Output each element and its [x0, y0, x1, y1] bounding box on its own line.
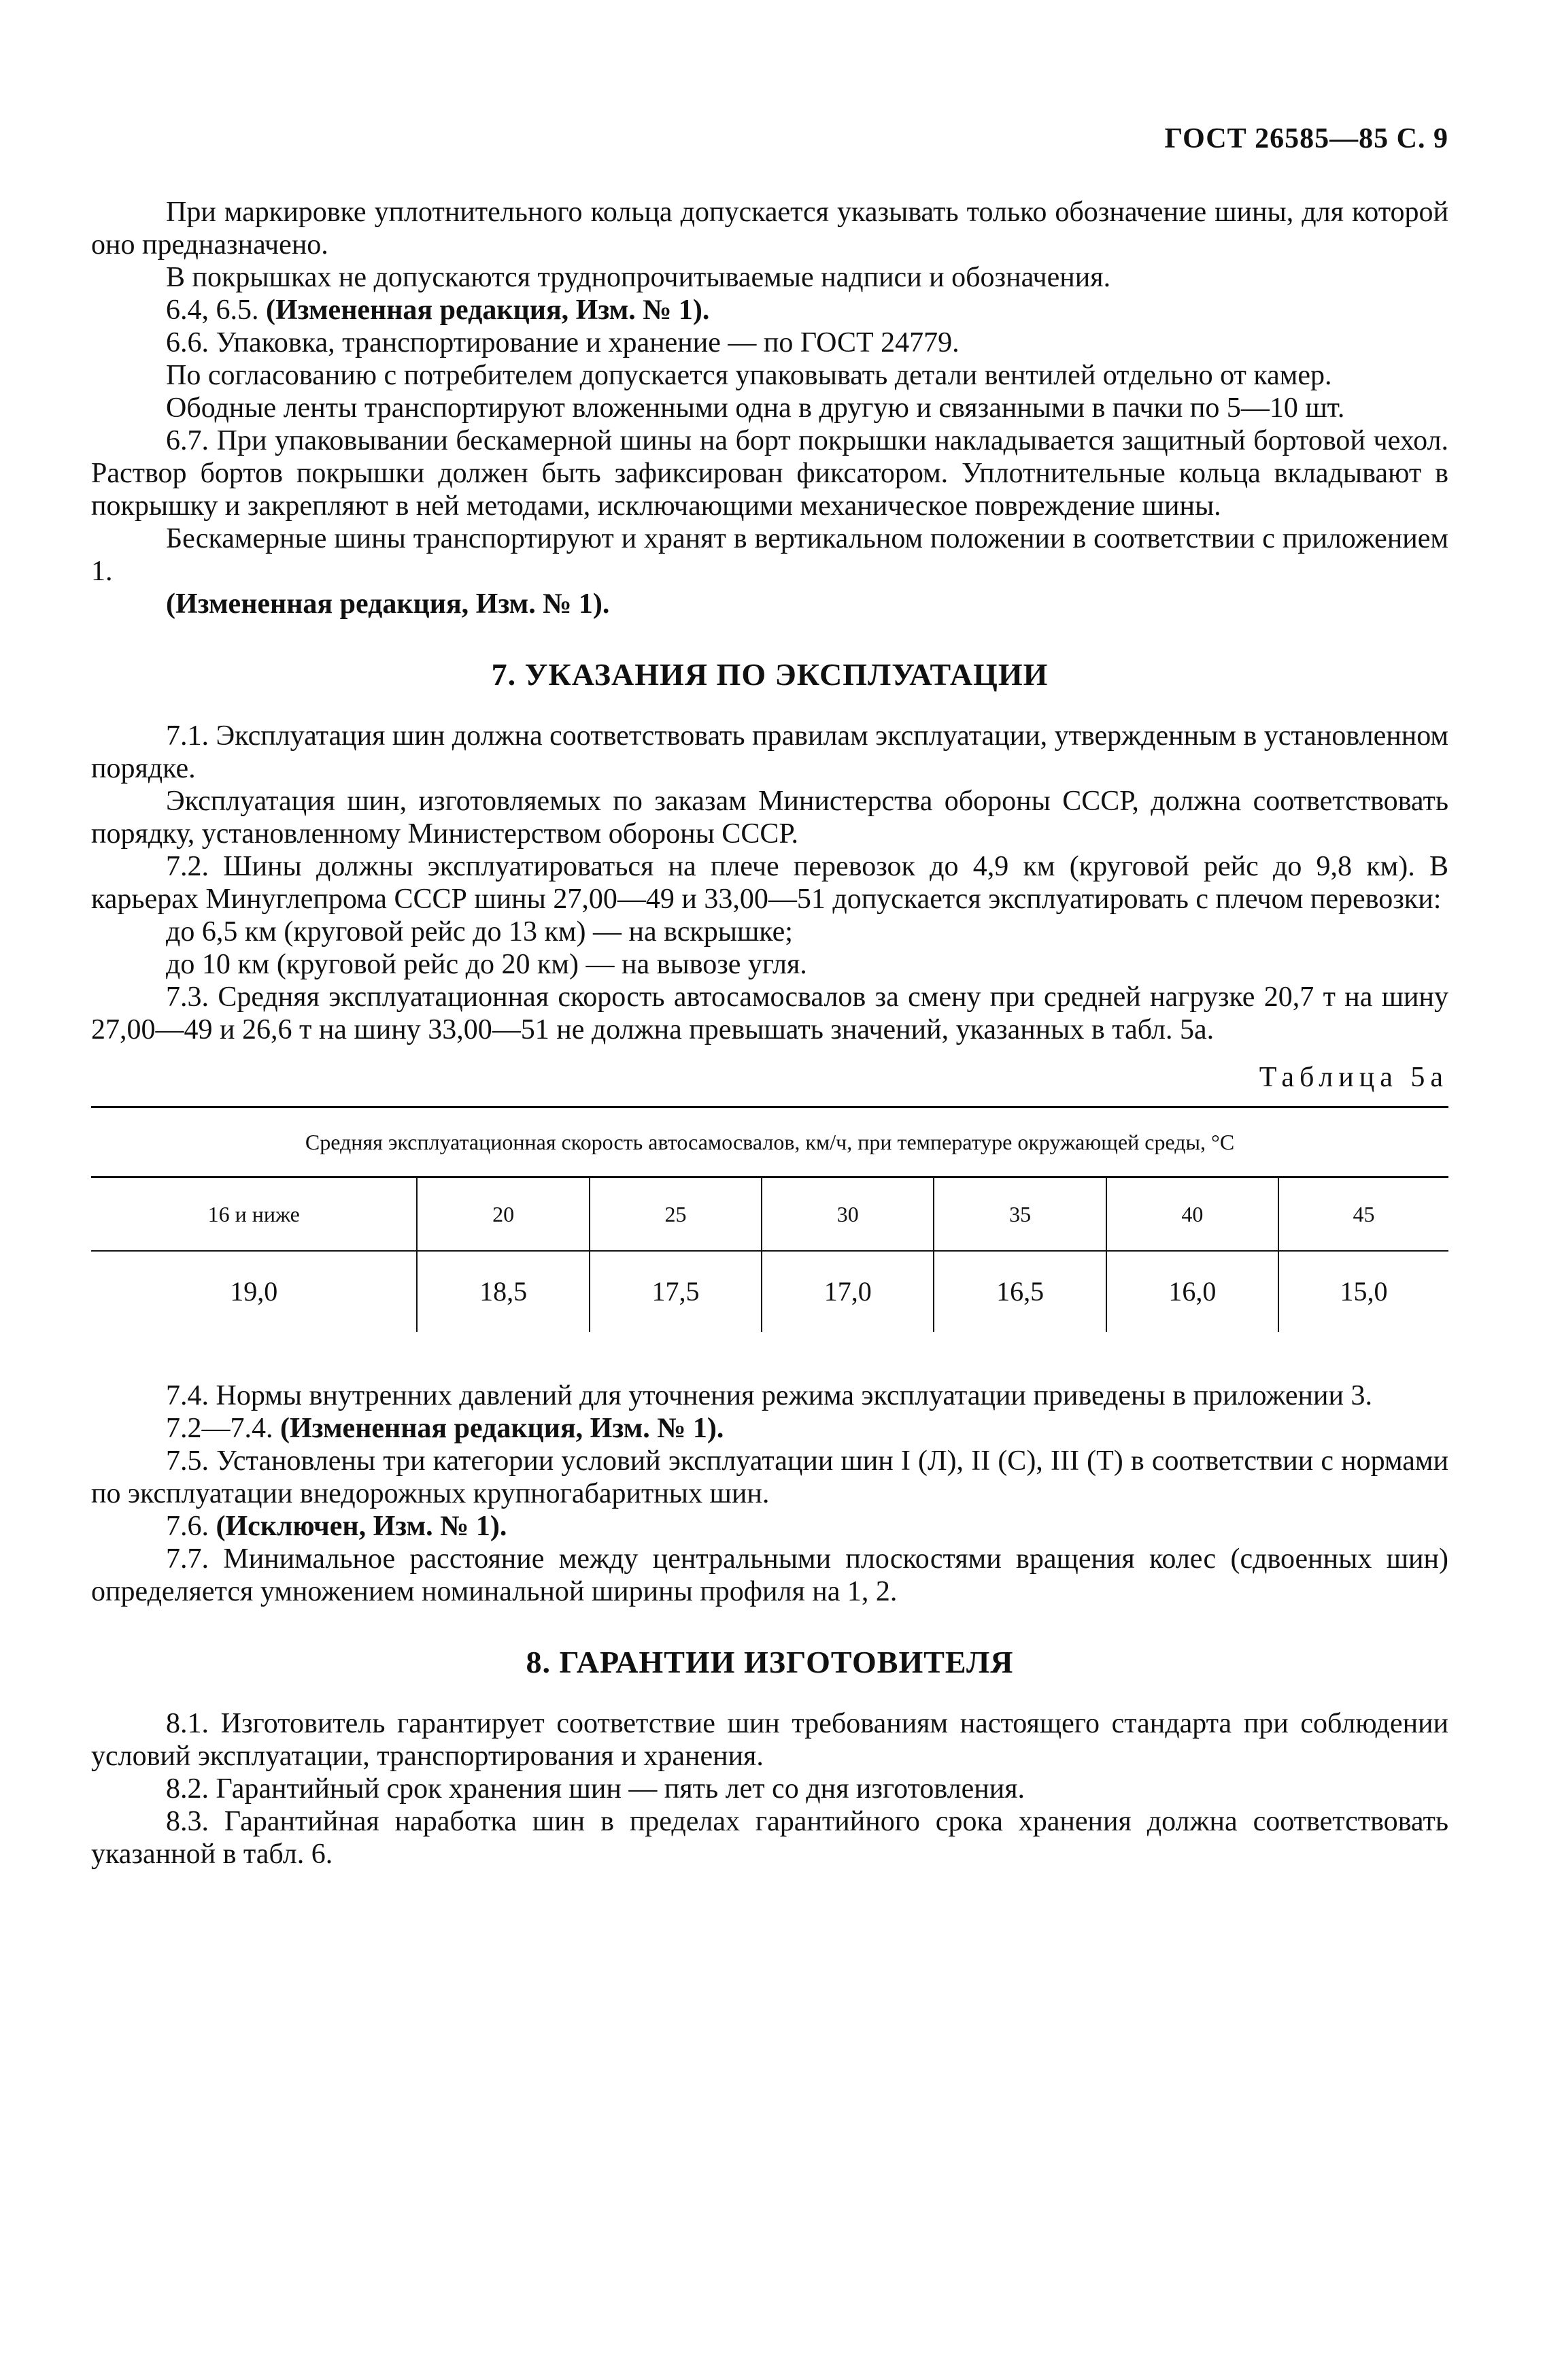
paragraph: 7.5. Установлены три категории условий эксплуатации шин I (Л), II (С), III (Т) в соответствии с нормами по эксплуатации внедорожных крупногабаритных шин.	[91, 1445, 1448, 1509]
list-item: до 6,5 км (круговой рейс до 13 км) — на вскрышке;	[166, 916, 793, 948]
table-cell: 17,5	[590, 1251, 762, 1332]
amendment-note: (Измененная редакция, Изм. № 1).	[266, 295, 710, 326]
amendment-note: (Измененная редакция, Изм. № 1).	[280, 1413, 724, 1444]
table-cell: 40	[1106, 1177, 1278, 1252]
table-cell: 16 и ниже	[91, 1177, 417, 1252]
table-header: Средняя эксплуатационная скорость автосамосвалов, км/ч, при температуре окружающей среды, °С	[91, 1107, 1448, 1177]
paragraph: 7.1. Эксплуатация шин должна соответствовать правилам эксплуатации, утвержденным в установленном порядке.	[91, 720, 1449, 784]
clause-number: 6.4, 6.5.	[166, 295, 259, 326]
paragraph: Эксплуатация шин, изготовляемых по заказам Министерства обороны СССР, должна соответствовать порядку, установленному Министерством обороны СССР.	[91, 786, 1448, 850]
amendment-note: (Исключен, Изм. № 1).	[216, 1511, 507, 1542]
table-cell: 17,0	[762, 1251, 934, 1332]
table-cell: 18,5	[417, 1251, 589, 1332]
paragraph: При маркировке уплотнительного кольца допускается указывать только обозначение шины, для которой оно предназначено.	[91, 197, 1448, 261]
table-cell: 16,5	[934, 1251, 1106, 1332]
paragraph: 8.3. Гарантийная наработка шин в пределах гарантийного срока хранения должна соответствовать указанной в табл. 6.	[91, 1806, 1448, 1870]
table-cell: 15,0	[1278, 1251, 1448, 1332]
paragraph: 7.4. Нормы внутренних давлений для уточнения режима эксплуатации приведены в приложении 3.	[166, 1380, 1372, 1411]
paragraph: 8.1. Изготовитель гарантирует соответствие шин требованиям настоящего стандарта при соблюдении условий эксплуатации, транспортирования и хранения.	[91, 1708, 1448, 1772]
table-cell: 30	[762, 1177, 934, 1252]
paragraph	[91, 294, 1448, 326]
table-cell: 35	[934, 1177, 1106, 1252]
clause-number: 7.2—7.4.	[166, 1413, 273, 1444]
paragraph	[91, 1412, 1448, 1445]
document-body	[91, 196, 1448, 1871]
paragraph: 8.2. Гарантийный срок хранения шин — пять лет со дня изготовления.	[166, 1773, 1025, 1805]
table-cell: 16,0	[1106, 1251, 1278, 1332]
table-caption: Таблица 5а	[1259, 1062, 1448, 1093]
section-heading-8: 8. ГАРАНТИИ ИЗГОТОВИТЕЛЯ	[526, 1645, 1014, 1679]
paragraph: Ободные ленты транспортируют вложенными одна в другую и связанными в пачки по 5—10 шт.	[166, 392, 1345, 424]
paragraph: 7.7. Минимальное расстояние между центральными плоскостями вращения колес (сдвоенных шин) определяется умножением номинальной ширины профиля на 1, 2.	[91, 1543, 1448, 1607]
paragraph: 6.7. При упаковывании бескамерной шины на борт покрышки накладывается защитный бортовой чехол. Раствор бортов покрышки должен быть зафиксирован фиксатором. Уплотнительные кольца вкладывают в покрышку и закрепляют в ней методами, исключающими механическое повреждение шины.	[91, 425, 1448, 522]
amendment-note: (Измененная редакция, Изм. № 1).	[166, 588, 610, 620]
paragraph: По согласованию с потребителем допускается упаковывать детали вентилей отдельно от камер.	[166, 360, 1332, 391]
paragraph: 7.2. Шины должны эксплуатироваться на плече перевозок до 4,9 км (круговой рейс до 9,8 км). В карьерах Минуглепрома СССР шины 27,00—49 и 33,00—51 допускается эксплуатировать с плечом перевозки:	[91, 851, 1448, 915]
table-row	[91, 1177, 1448, 1252]
paragraph: 6.6. Упаковка, транспортирование и хранение — по ГОСТ 24779.	[166, 327, 960, 358]
clause-number: 7.6.	[166, 1511, 209, 1542]
table-row	[91, 1251, 1448, 1332]
table-cell: 45	[1278, 1177, 1448, 1252]
section-heading-7: 7. УКАЗАНИЯ ПО ЭКСПЛУАТАЦИИ	[491, 657, 1049, 692]
paragraph	[91, 1510, 1448, 1543]
table-cell: 19,0	[230, 1276, 278, 1307]
table-cell: 25	[590, 1177, 762, 1252]
list-item: до 10 км (круговой рейс до 20 км) — на вывозе угля.	[166, 949, 807, 980]
table-cell: 20	[417, 1177, 589, 1252]
paragraph: 7.3. Средняя эксплуатационная скорость автосамосвалов за смену при средней нагрузке 20,7 т на шину 27,00—49 и 26,6 т на шину 33,00—51 не должна превышать значений, указанных в табл. 5а.	[91, 982, 1448, 1045]
paragraph: Бескамерные шины транспортируют и хранят в вертикальном положении в соответствии с приложением 1.	[91, 523, 1448, 587]
speed-table	[91, 1106, 1448, 1332]
paragraph: В покрышках не допускаются труднопрочитываемые надписи и обозначения.	[166, 262, 1111, 293]
page-header: ГОСТ 26585—85 С. 9	[1164, 123, 1448, 154]
